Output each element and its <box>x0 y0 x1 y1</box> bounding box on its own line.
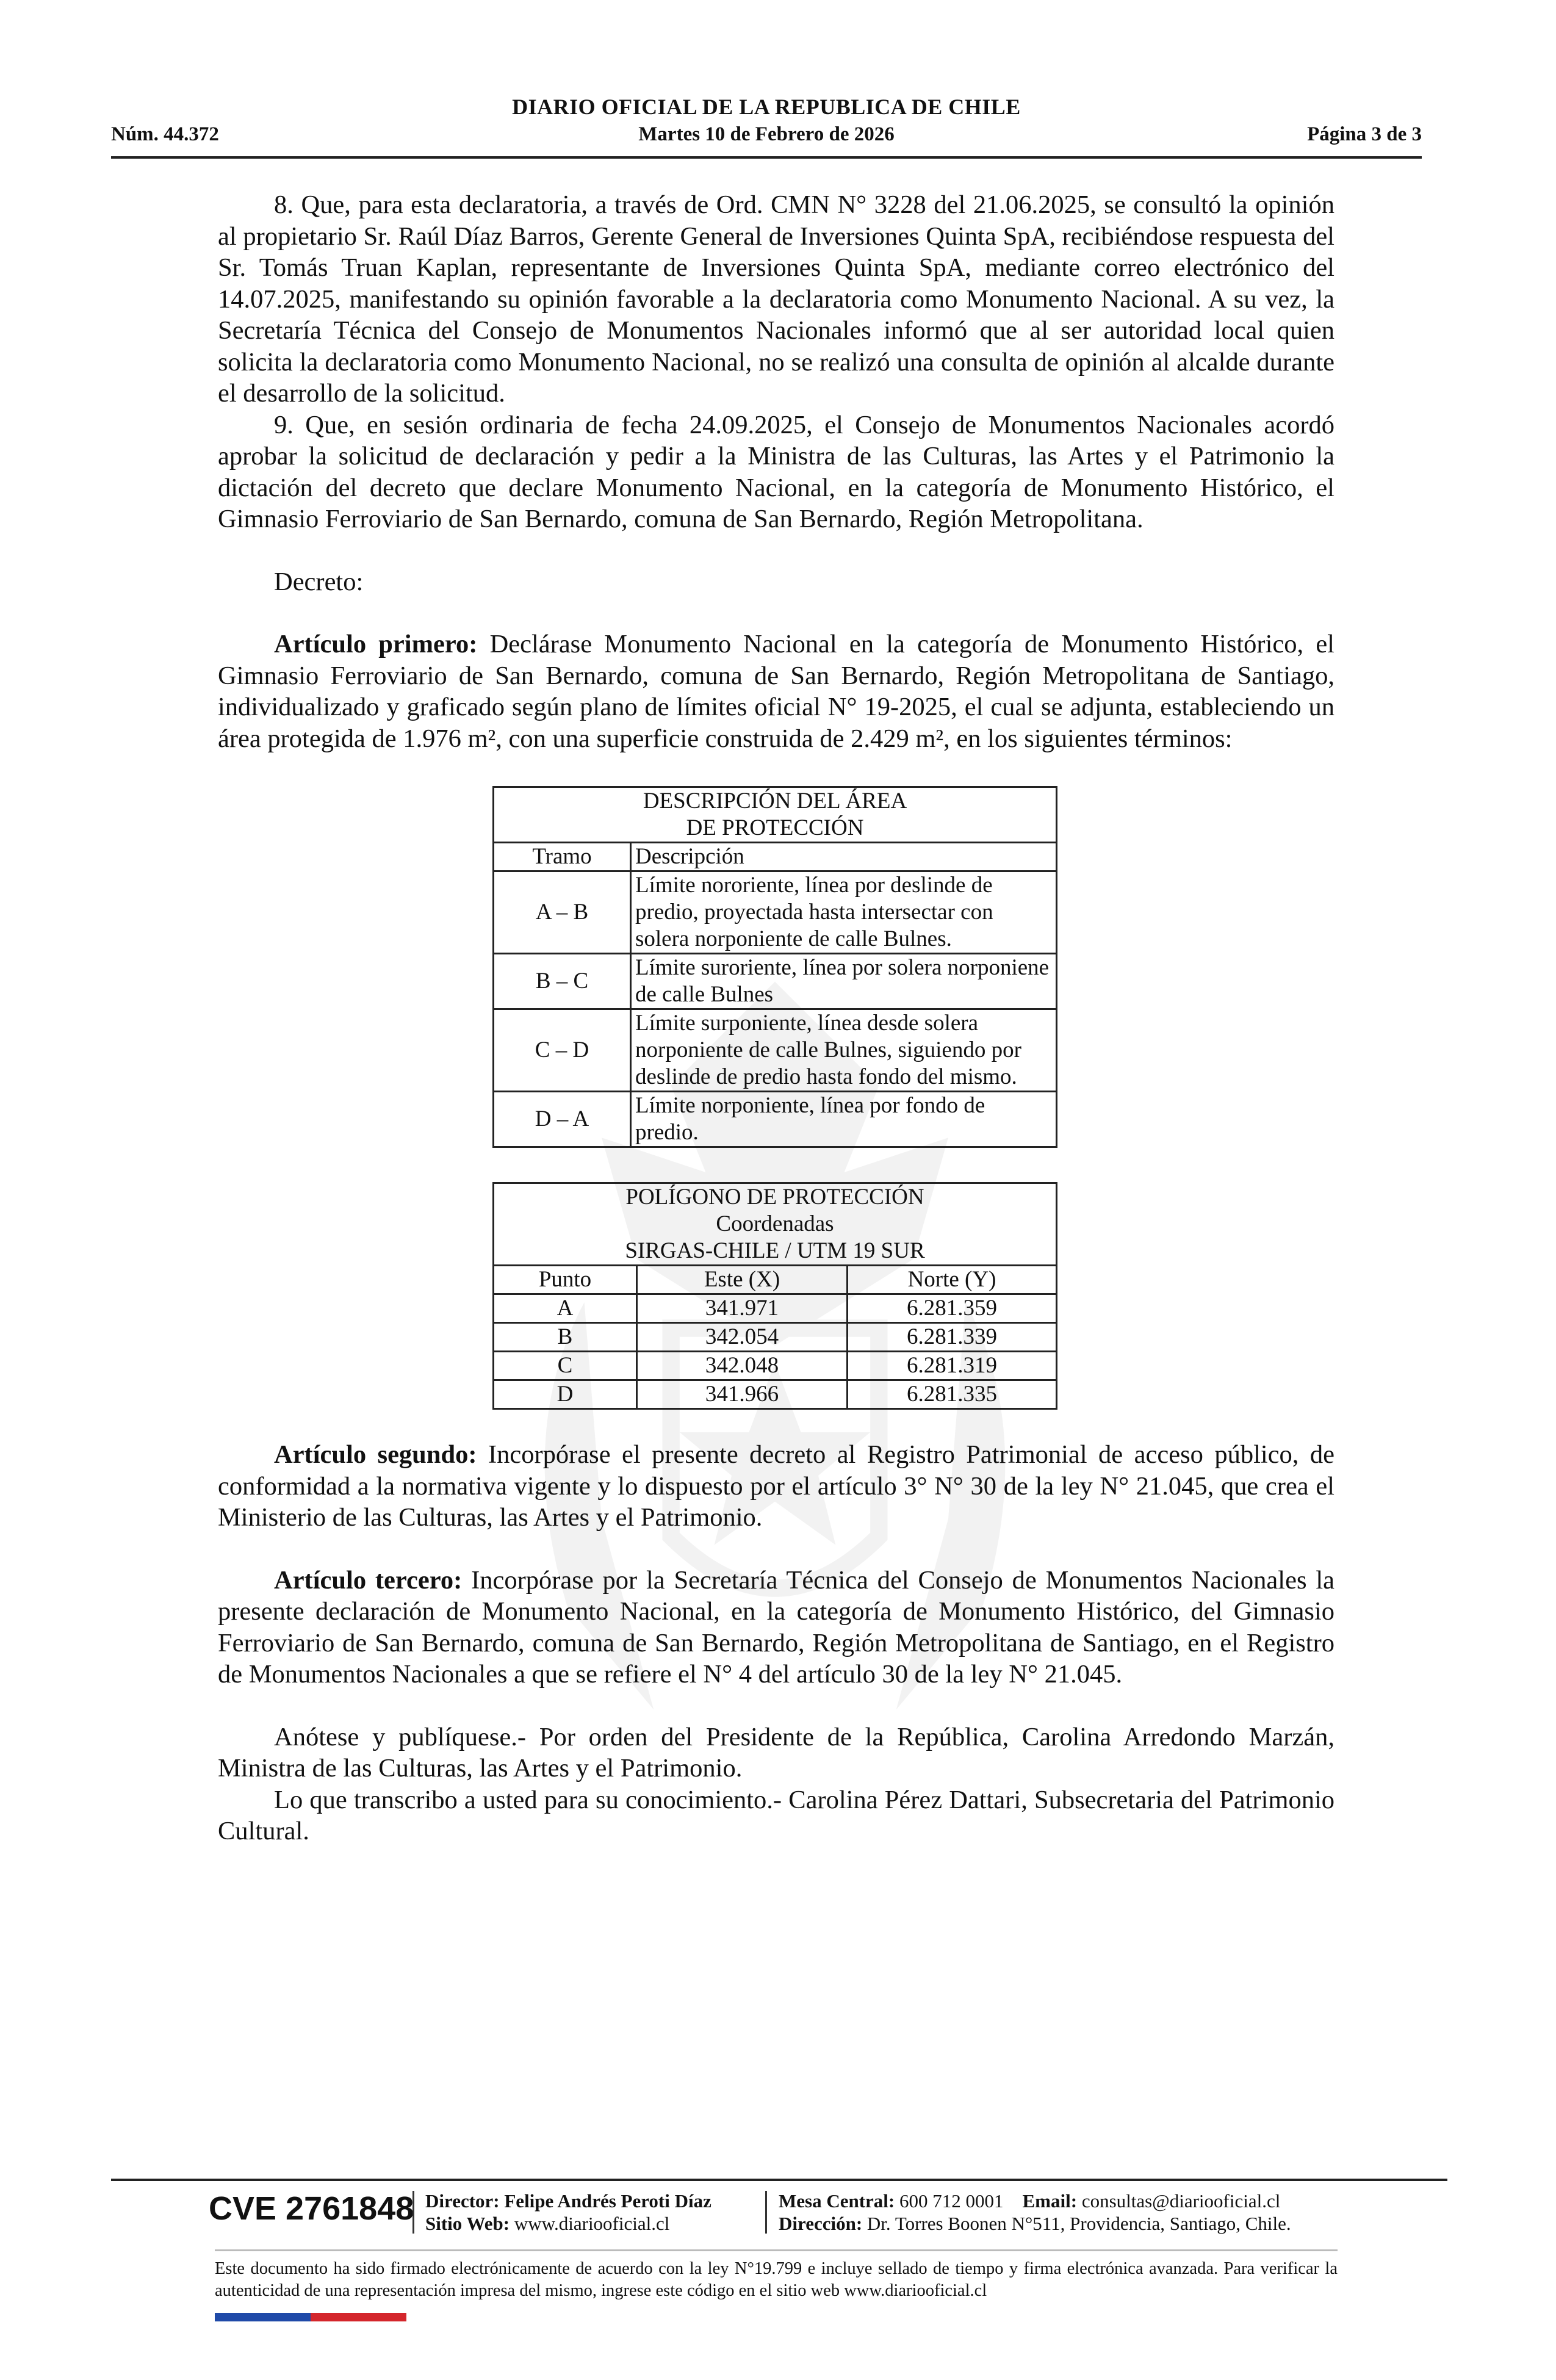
website-link[interactable]: www.diariooficial.cl <box>514 2213 670 2234</box>
issue-number: Núm. 44.372 <box>111 123 219 145</box>
flag-bar <box>215 2313 406 2321</box>
issue-date: Martes 10 de Febrero de 2026 <box>638 123 895 145</box>
footer-divider <box>215 2249 1338 2251</box>
footer-separator <box>765 2191 767 2234</box>
closing-paragraph-1: Anótese y publíquese.- Por orden del Presidente de la República, Carolina Arredondo Marzán, Ministra de las Culturas, las Artes y el Patrimonio. <box>218 1722 1334 1783</box>
article-3-text: Incorpórase por la Secretaría Técnica del Consejo de Monumentos Nacionales la presente declaración de Monumento Nacional, en la categoría de Monumento Histórico, del Gimnasio Ferroviario de San Bernardo, comuna de San Bernardo, Región Metropolitana de Santiago, en el Registro de Monumentos Nacionales a que se refiere el N° 4 del artículo 30 de la ley N° 21.045. <box>218 1565 1335 1689</box>
flag-red-stripe <box>311 2313 406 2321</box>
footer-divider <box>111 2179 1447 2181</box>
page-header <box>111 92 1422 159</box>
article-1 <box>218 629 1334 754</box>
point-cell: A <box>494 1294 637 1323</box>
email-link[interactable]: consultas@diariooficial.cl <box>1081 2190 1281 2212</box>
footer-director-block: Director: Felipe Andrés Peroti Díaz Sitio Web: www.diariooficial.cl <box>425 2190 711 2234</box>
tramo-cell: B – C <box>494 954 631 1009</box>
northing-cell: 6.281.339 <box>848 1323 1057 1352</box>
tramo-cell: D – A <box>494 1092 631 1147</box>
article-1-text: Declárase Monumento Nacional en la categoría de Monumento Histórico, el Gimnasio Ferroviario de San Bernardo, comuna de San Bernardo, Región Metropolitana de Santiago, individualizado y graficado según plano de límites oficial N° 19-2025, el cual se adjunta, estableciendo un área protegida de 1.976 m², con una superficie construida de 2.429 m², en los siguientes términos: <box>218 630 1334 753</box>
area-col-header: Descripción <box>631 843 1057 871</box>
address: Dr. Torres Boonen N°511, Providencia, Santiago, Chile. <box>866 2213 1291 2234</box>
northing-cell: 6.281.335 <box>848 1380 1057 1409</box>
table-row <box>494 1294 1057 1323</box>
easting-cell: 341.966 <box>637 1380 848 1409</box>
decreto-heading: Decreto: <box>274 567 364 596</box>
closing-paragraph-2: Lo que transcribo a usted para su conocimiento.- Carolina Pérez Dattari, Subsecretaria del Patrimonio Cultural. <box>218 1785 1334 1845</box>
description-cell: Límite surponiente, línea desde solera norponiente de calle Bulnes, siguiendo por deslinde de predio hasta fondo del mismo. <box>631 1009 1057 1092</box>
paragraph-8: 8. Que, para esta declaratoria, a través de Ord. CMN N° 3228 del 21.06.2025, se consultó la opinión al propietario Sr. Raúl Díaz Barros, Gerente General de Inversiones Quinta SpA, recibiéndose respuesta del Sr. Tomás Truan Kaplan, representante de Inversiones Quinta SpA, mediante correo electrónico del 14.07.2025, manifestando su opinión favorable a la declaratoria como Monumento Nacional. A su vez, la Secretaría Técnica del Consejo de Monumentos Nacionales informó que al ser autoridad local quien solicita la declaratoria como Monumento Nacional, no se realizó una consulta de opinión al alcalde durante el desarrollo de la solicitud. <box>218 190 1334 408</box>
easting-cell: 342.054 <box>637 1323 848 1352</box>
area-col-header: Tramo <box>494 843 631 871</box>
article-2-label: Artículo segundo: <box>274 1440 477 1469</box>
document-body <box>218 189 1334 1847</box>
cve-code: CVE 2761848 <box>209 2190 414 2227</box>
point-cell: B <box>494 1323 637 1352</box>
polygon-col-header: Punto <box>494 1266 637 1294</box>
protection-polygon-table <box>492 1182 1057 1410</box>
polygon-table-title: POLÍGONO DE PROTECCIÓN Coordenadas SIRGAS-CHILE / UTM 19 SUR <box>494 1183 1057 1266</box>
article-1-label: Artículo primero: <box>274 630 478 658</box>
table-row <box>494 1009 1057 1092</box>
tramo-cell: A – B <box>494 871 631 954</box>
article-3-label: Artículo tercero: <box>274 1565 463 1595</box>
article-2 <box>218 1439 1334 1534</box>
polygon-col-header: Norte (Y) <box>848 1266 1057 1294</box>
easting-cell: 342.048 <box>637 1352 848 1380</box>
table-row <box>494 954 1057 1009</box>
article-2-text: Incorpórase el presente decreto al Registro Patrimonial de acceso público, de conformidad a la normativa vigente y lo dispuesto por el artículo 3° N° 30 de la ley N° 21.045, que crea el Ministerio de las Culturas, las Artes y el Patrimonio. <box>218 1440 1334 1532</box>
description-cell: Límite suroriente, línea por solera norponiene de calle Bulnes <box>631 954 1057 1009</box>
northing-cell: 6.281.359 <box>848 1294 1057 1323</box>
paragraph-9: 9. Que, en sesión ordinaria de fecha 24.09.2025, el Consejo de Monumentos Nacionales acordó aprobar la solicitud de declaración y pedir a la Ministra de las Culturas, las Artes y el Patrimonio la dictación del decreto que declare Monumento Nacional, en la categoría de Monumento Histórico, el Gimnasio Ferroviario de San Bernardo, comuna de San Bernardo, Región Metropolitana. <box>218 410 1334 533</box>
point-cell: C <box>494 1352 637 1380</box>
flag-blue-stripe <box>215 2313 311 2321</box>
tramo-cell: C – D <box>494 1009 631 1092</box>
northing-cell: 6.281.319 <box>848 1352 1057 1380</box>
table-row <box>494 1352 1057 1380</box>
table-row <box>494 1092 1057 1147</box>
phone-number: 600 712 0001 <box>899 2190 1004 2212</box>
polygon-col-header: Este (X) <box>637 1266 848 1294</box>
table-row <box>494 871 1057 954</box>
table-row <box>494 1323 1057 1352</box>
legal-notice: Este documento ha sido firmado electrónicamente de acuerdo con la ley N°19.799 e incluye sellado de tiempo y firma electrónica avanzada. Para verificar la autenticidad de una representación impresa del mismo, ingrese este código en el sitio web www.diariooficial.cl <box>215 2259 1338 2300</box>
protection-area-table <box>492 786 1057 1148</box>
easting-cell: 341.971 <box>637 1294 848 1323</box>
article-3 <box>218 1565 1334 1690</box>
description-cell: Límite nororiente, línea por deslinde de predio, proyectada hasta intersectar con solera norponiente de calle Bulnes. <box>631 871 1057 954</box>
footer-contact-block: Mesa Central: 600 712 0001 Email: consultas@diariooficial.cl Dirección: Dr. Torres Boonen N°511, Providencia, Santiago, Chile. <box>779 2190 1291 2234</box>
newspaper-title: DIARIO OFICIAL DE LA REPUBLICA DE CHILE <box>512 95 1021 119</box>
footer-separator <box>412 2191 414 2234</box>
point-cell: D <box>494 1380 637 1409</box>
table-row <box>494 1380 1057 1409</box>
director-name: Felipe Andrés Peroti Díaz <box>504 2190 711 2212</box>
page-number: Página 3 de 3 <box>1307 123 1422 145</box>
area-table-title: DESCRIPCIÓN DEL ÁREA DE PROTECCIÓN <box>494 787 1057 843</box>
description-cell: Límite norponiente, línea por fondo de predio. <box>631 1092 1057 1147</box>
